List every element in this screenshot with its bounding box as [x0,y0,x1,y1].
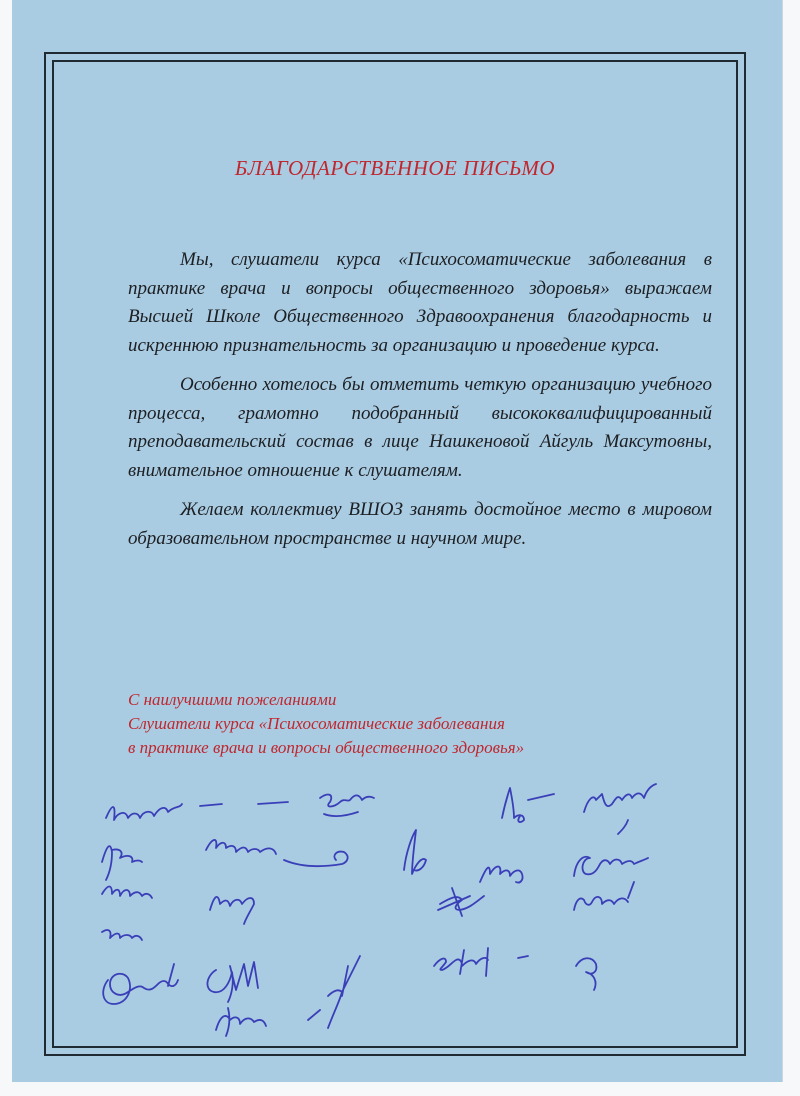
signature [502,788,554,822]
signature [584,784,656,834]
signature [320,795,374,817]
signature [207,962,258,1002]
signature [518,956,596,990]
signature [102,930,142,940]
signature [102,846,142,880]
signature [404,830,426,874]
signature [258,802,288,804]
letter-title: БЛАГОДАРСТВЕННОЕ ПИСЬМО [234,156,556,180]
closing-signers: Слушатели курса «Психосоматические заболевания [128,714,505,733]
signature [206,840,348,866]
signature [102,887,152,899]
signature [434,948,488,976]
signature [103,964,178,1004]
signature [480,867,523,883]
signature [328,956,360,1028]
signature [438,888,484,916]
closing-greeting: С наилучшими пожеланиями [128,690,337,709]
letter-body [128,246,712,564]
closing-block [128,688,688,760]
paragraph-organization: Особенно хотелось бы отметить четкую организацию учебного процесса, грамотно подобранный высококвалифицированный преподавательский состав в лице Нашкеновой Айгуль Максутовны, внимательное отношение к слушателям. [128,374,712,481]
signature [574,882,634,910]
closing-course: в практике врача и вопросы общественного здоровья» [128,738,525,757]
signature [574,857,648,876]
signatures-area [88,780,708,1050]
paragraph-wishes: Желаем коллективу ВШОЗ занять достойное место в мировом образовательном пространстве и научном мире. [128,499,712,549]
paragraph-gratitude: Мы, слушатели курса «Психосоматические заболевания в практике врача и вопросы общественного здоровья» выражаем Высшей Школе Общественного Здравоохранения благодарность и искреннюю признательность за организацию и проведение курса. [128,249,712,356]
signature [216,1008,266,1036]
signature [106,804,222,820]
signature [308,1010,320,1020]
handwritten-signatures [88,780,708,1050]
signature [210,897,254,924]
